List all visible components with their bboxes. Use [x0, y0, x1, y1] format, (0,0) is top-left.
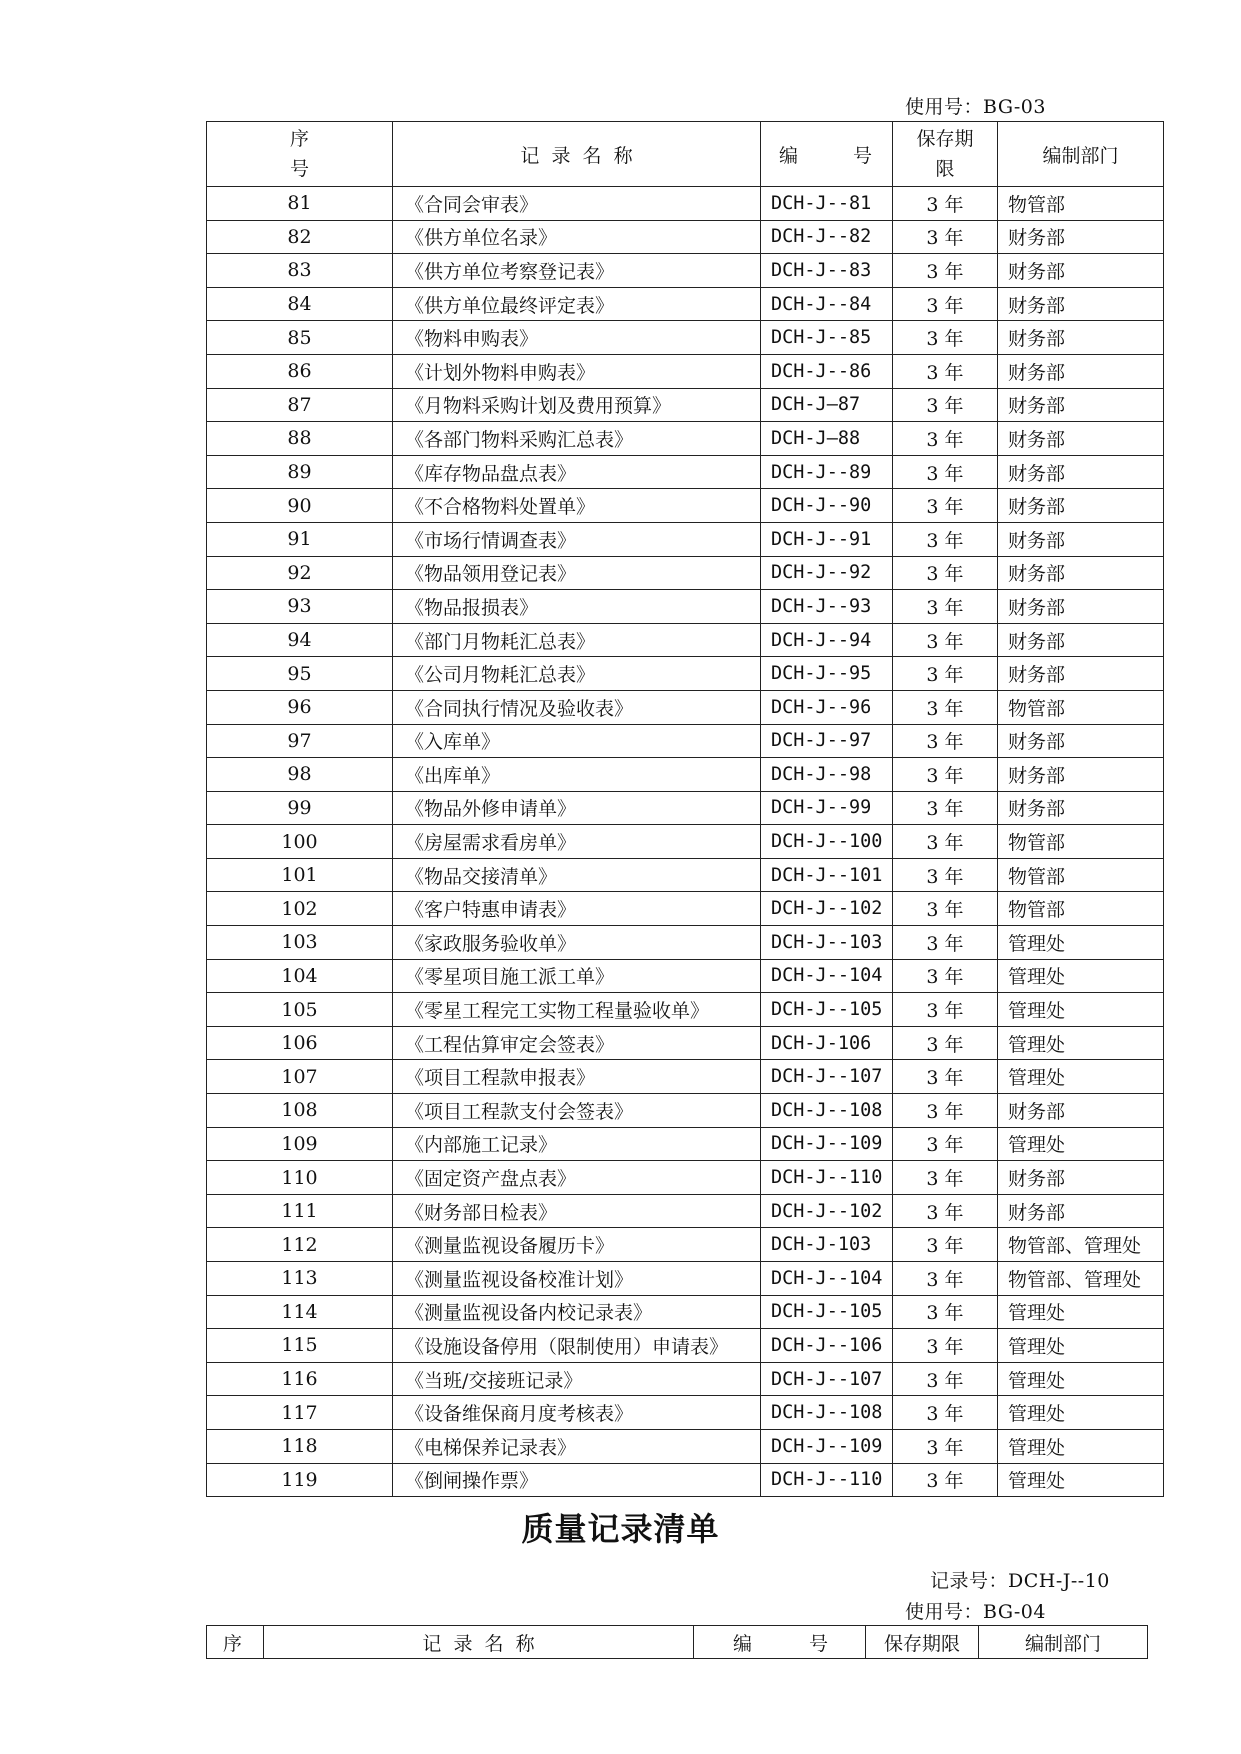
retention-period: 3 年: [893, 220, 998, 254]
table-row: [207, 1362, 1164, 1396]
table-row: [207, 354, 1164, 388]
record-code: DCH-J--107: [761, 1362, 893, 1396]
department: 物管部: [998, 187, 1164, 221]
row-number: 87: [207, 388, 393, 422]
department: 财务部: [998, 220, 1164, 254]
department: 物管部: [998, 690, 1164, 724]
record-code: DCH-J--102: [761, 892, 893, 926]
record-name: 《设施设备停用（限制使用）申请表》: [393, 1329, 761, 1363]
retention-period: 3 年: [893, 892, 998, 926]
header-code-2-char2: 号: [808, 1632, 828, 1655]
retention-period: 3 年: [893, 1329, 998, 1363]
table-row: [207, 321, 1164, 355]
table-row: [207, 187, 1164, 221]
record-name: 《物品交接清单》: [393, 858, 761, 892]
record-name: 《房屋需求看房单》: [393, 825, 761, 859]
department: 财务部: [998, 657, 1164, 691]
table-row: [207, 254, 1164, 288]
row-number: 100: [207, 825, 393, 859]
department: 财务部: [998, 1194, 1164, 1228]
header-code: [761, 122, 893, 187]
page-title: 质量记录清单: [521, 1510, 720, 1548]
retention-period: 3 年: [893, 1026, 998, 1060]
department: 财务部: [998, 522, 1164, 556]
department: 管理处: [998, 1060, 1164, 1094]
record-name: 《合同会审表》: [393, 187, 761, 221]
retention-period: 3 年: [893, 354, 998, 388]
table-row: [207, 690, 1164, 724]
table-row: [207, 758, 1164, 792]
department: 财务部: [998, 287, 1164, 321]
header-retention-2: 保存期限: [866, 1626, 979, 1659]
record-code: DCH-J--81: [761, 187, 893, 221]
retention-period: 3 年: [893, 254, 998, 288]
table-row: [207, 590, 1164, 624]
record-name: 《财务部日检表》: [393, 1194, 761, 1228]
department: 财务部: [998, 758, 1164, 792]
retention-period: 3 年: [893, 1194, 998, 1228]
row-number: 89: [207, 455, 393, 489]
header-name-2: [264, 1626, 694, 1659]
record-code: DCH-J-106: [761, 1026, 893, 1060]
table-row: [207, 1329, 1164, 1363]
retention-period: 3 年: [893, 1262, 998, 1296]
retention-period: 3 年: [893, 321, 998, 355]
retention-period: 3 年: [893, 825, 998, 859]
department: 财务部: [998, 623, 1164, 657]
record-code: DCH-J--103: [761, 926, 893, 960]
retention-period: 3 年: [893, 758, 998, 792]
row-number: 86: [207, 354, 393, 388]
department: 管理处: [998, 1026, 1164, 1060]
row-number: 112: [207, 1228, 393, 1262]
department: 物管部、管理处: [998, 1262, 1164, 1296]
record-code: DCH-J—87: [761, 388, 893, 422]
record-code: DCH-J--89: [761, 455, 893, 489]
retention-period: 3 年: [893, 556, 998, 590]
records-table-2: [206, 1625, 1148, 1659]
record-name: 《入库单》: [393, 724, 761, 758]
table-row: [207, 1026, 1164, 1060]
table-row: [207, 422, 1164, 456]
retention-period: 3 年: [893, 287, 998, 321]
retention-period: 3 年: [893, 1094, 998, 1128]
table-row: [207, 220, 1164, 254]
record-code: DCH-J--83: [761, 254, 893, 288]
row-number: 82: [207, 220, 393, 254]
department: 管理处: [998, 1362, 1164, 1396]
row-number: 116: [207, 1362, 393, 1396]
retention-period: 3 年: [893, 959, 998, 993]
record-name: 《工程估算审定会签表》: [393, 1026, 761, 1060]
record-name: 《部门月物耗汇总表》: [393, 623, 761, 657]
row-number: 85: [207, 321, 393, 355]
table-row: [207, 892, 1164, 926]
row-number: 106: [207, 1026, 393, 1060]
row-number: 93: [207, 590, 393, 624]
table-row: [207, 1194, 1164, 1228]
table-header-row: [207, 122, 1164, 187]
record-name: 《月物料采购计划及费用预算》: [393, 388, 761, 422]
record-code: DCH-J--99: [761, 791, 893, 825]
department: 财务部: [998, 556, 1164, 590]
table-row: [207, 1463, 1164, 1497]
record-code: DCH-J--90: [761, 489, 893, 523]
department: 管理处: [998, 993, 1164, 1027]
row-number: 92: [207, 556, 393, 590]
row-number: 94: [207, 623, 393, 657]
table-row: [207, 1228, 1164, 1262]
retention-period: 3 年: [893, 926, 998, 960]
table-row: [207, 1262, 1164, 1296]
retention-period: 3 年: [893, 455, 998, 489]
record-name: 《供方单位最终评定表》: [393, 287, 761, 321]
table-row: [207, 959, 1164, 993]
record-code: DCH-J--110: [761, 1463, 893, 1497]
record-name: 《计划外物料申购表》: [393, 354, 761, 388]
table-row: [207, 1060, 1164, 1094]
record-code: DCH-J--85: [761, 321, 893, 355]
table-row: [207, 724, 1164, 758]
row-number: 91: [207, 522, 393, 556]
department: 管理处: [998, 959, 1164, 993]
record-code: DCH-J--97: [761, 724, 893, 758]
retention-period: 3 年: [893, 1362, 998, 1396]
retention-period: 3 年: [893, 1396, 998, 1430]
record-code: DCH-J--105: [761, 993, 893, 1027]
row-number: 81: [207, 187, 393, 221]
header-no-2: 序: [207, 1626, 264, 1659]
row-number: 118: [207, 1429, 393, 1463]
row-number: 113: [207, 1262, 393, 1296]
row-number: 115: [207, 1329, 393, 1363]
record-name: 《测量监视设备内校记录表》: [393, 1295, 761, 1329]
department: 管理处: [998, 1127, 1164, 1161]
records-table: [206, 121, 1164, 1497]
row-number: 96: [207, 690, 393, 724]
header-code-2: [694, 1626, 866, 1659]
retention-period: 3 年: [893, 1463, 998, 1497]
record-code: DCH-J--82: [761, 220, 893, 254]
row-number: 114: [207, 1295, 393, 1329]
row-number: 83: [207, 254, 393, 288]
record-name: 《电梯保养记录表》: [393, 1429, 761, 1463]
row-number: 98: [207, 758, 393, 792]
header-name-label: 记 录 名 称: [520, 144, 633, 167]
row-number: 95: [207, 657, 393, 691]
record-name: 《供方单位名录》: [393, 220, 761, 254]
record-name: 《不合格物料处置单》: [393, 489, 761, 523]
record-name: 《倒闸操作票》: [393, 1463, 761, 1497]
department: 财务部: [998, 321, 1164, 355]
retention-period: 3 年: [893, 489, 998, 523]
header-dept-2: 编制部门: [979, 1626, 1148, 1659]
retention-period: 3 年: [893, 522, 998, 556]
header-code-2-char1: 编: [733, 1632, 753, 1655]
record-name: 《项目工程款支付会签表》: [393, 1094, 761, 1128]
table-row: [207, 522, 1164, 556]
record-name: 《合同执行情况及验收表》: [393, 690, 761, 724]
record-name: 《公司月物耗汇总表》: [393, 657, 761, 691]
record-name: 《零星工程完工实物工程量验收单》: [393, 993, 761, 1027]
retention-period: 3 年: [893, 657, 998, 691]
department: 财务部: [998, 590, 1164, 624]
department: 物管部: [998, 892, 1164, 926]
row-number: 105: [207, 993, 393, 1027]
record-code: DCH-J--109: [761, 1429, 893, 1463]
row-number: 101: [207, 858, 393, 892]
department: 财务部: [998, 254, 1164, 288]
record-name: 《库存物品盘点表》: [393, 455, 761, 489]
table-row: [207, 791, 1164, 825]
row-number: 97: [207, 724, 393, 758]
row-number: 104: [207, 959, 393, 993]
record-code: DCH-J-103: [761, 1228, 893, 1262]
table-row: [207, 1094, 1164, 1128]
retention-period: 3 年: [893, 623, 998, 657]
row-number: 107: [207, 1060, 393, 1094]
retention-period: 3 年: [893, 724, 998, 758]
table-row: [207, 926, 1164, 960]
department: 财务部: [998, 489, 1164, 523]
record-code: DCH-J--104: [761, 1262, 893, 1296]
table-row: [207, 1161, 1164, 1195]
department: 管理处: [998, 1295, 1164, 1329]
record-code: DCH-J--98: [761, 758, 893, 792]
table-row: [207, 1429, 1164, 1463]
record-name: 《项目工程款申报表》: [393, 1060, 761, 1094]
table-row: [207, 1295, 1164, 1329]
record-code: DCH-J--84: [761, 287, 893, 321]
retention-period: 3 年: [893, 590, 998, 624]
record-name: 《物品外修申请单》: [393, 791, 761, 825]
header-name-2-label: 记 录 名 称: [422, 1632, 535, 1655]
retention-period: 3 年: [893, 690, 998, 724]
table-row: [207, 388, 1164, 422]
row-number: 119: [207, 1463, 393, 1497]
record-code: DCH-J--86: [761, 354, 893, 388]
record-code: DCH-J--101: [761, 858, 893, 892]
header-dept: 编制部门: [998, 122, 1164, 187]
record-code: DCH-J—88: [761, 422, 893, 456]
record-name: 《各部门物料采购汇总表》: [393, 422, 761, 456]
table-row: [207, 825, 1164, 859]
department: 财务部: [998, 422, 1164, 456]
table-row: [207, 489, 1164, 523]
header-retention: [893, 122, 998, 187]
row-number: 108: [207, 1094, 393, 1128]
record-code: DCH-J--95: [761, 657, 893, 691]
table-row: [207, 623, 1164, 657]
record-name: 《当班/交接班记录》: [393, 1362, 761, 1396]
row-number: 84: [207, 287, 393, 321]
department: 财务部: [998, 388, 1164, 422]
header-retention-line2: 限: [935, 158, 955, 180]
table-header-row-2: [207, 1626, 1148, 1659]
department: 物管部、管理处: [998, 1228, 1164, 1262]
department: 物管部: [998, 858, 1164, 892]
record-code: DCH-J--109: [761, 1127, 893, 1161]
retention-period: 3 年: [893, 993, 998, 1027]
record-name: 《供方单位考察登记表》: [393, 254, 761, 288]
header-no-line1: 序: [289, 128, 309, 150]
row-number: 103: [207, 926, 393, 960]
record-code: DCH-J--105: [761, 1295, 893, 1329]
record-code: DCH-J--108: [761, 1094, 893, 1128]
header-name: [393, 122, 761, 187]
row-number: 109: [207, 1127, 393, 1161]
table-row: [207, 287, 1164, 321]
record-code: DCH-J--102: [761, 1194, 893, 1228]
record-name: 《物品报损表》: [393, 590, 761, 624]
record-name: 《出库单》: [393, 758, 761, 792]
header-code-char2: 号: [852, 144, 872, 167]
retention-period: 3 年: [893, 1295, 998, 1329]
row-number: 102: [207, 892, 393, 926]
department: 物管部: [998, 825, 1164, 859]
department: 管理处: [998, 1463, 1164, 1497]
department: 财务部: [998, 1094, 1164, 1128]
header-no-line2: 号: [289, 158, 309, 180]
row-number: 90: [207, 489, 393, 523]
department: 财务部: [998, 791, 1164, 825]
department: 财务部: [998, 1161, 1164, 1195]
department: 管理处: [998, 926, 1164, 960]
record-name: 《物料申购表》: [393, 321, 761, 355]
record-number: 记录号：DCH-J--10: [930, 1570, 1110, 1592]
record-name: 《测量监视设备校准计划》: [393, 1262, 761, 1296]
department: 管理处: [998, 1329, 1164, 1363]
usage-number-2: 使用号：BG-04: [905, 1601, 1046, 1623]
retention-period: 3 年: [893, 791, 998, 825]
retention-period: 3 年: [893, 1429, 998, 1463]
retention-period: 3 年: [893, 1161, 998, 1195]
department: 管理处: [998, 1396, 1164, 1430]
header-code-char1: 编: [779, 144, 799, 167]
department: 管理处: [998, 1429, 1164, 1463]
retention-period: 3 年: [893, 1228, 998, 1262]
retention-period: 3 年: [893, 422, 998, 456]
retention-period: 3 年: [893, 187, 998, 221]
record-name: 《客户特惠申请表》: [393, 892, 761, 926]
record-code: DCH-J--110: [761, 1161, 893, 1195]
record-name: 《测量监视设备履历卡》: [393, 1228, 761, 1262]
table-row: [207, 556, 1164, 590]
retention-period: 3 年: [893, 1127, 998, 1161]
row-number: 88: [207, 422, 393, 456]
record-code: DCH-J--93: [761, 590, 893, 624]
retention-period: 3 年: [893, 858, 998, 892]
row-number: 110: [207, 1161, 393, 1195]
record-code: DCH-J--96: [761, 690, 893, 724]
department: 财务部: [998, 354, 1164, 388]
record-code: DCH-J--107: [761, 1060, 893, 1094]
record-code: DCH-J--104: [761, 959, 893, 993]
record-name: 《内部施工记录》: [393, 1127, 761, 1161]
record-name: 《设备维保商月度考核表》: [393, 1396, 761, 1430]
record-code: DCH-J--92: [761, 556, 893, 590]
header-retention-line1: 保存期: [916, 128, 974, 150]
record-name: 《市场行情调查表》: [393, 522, 761, 556]
table-row: [207, 1396, 1164, 1430]
record-name: 《零星项目施工派工单》: [393, 959, 761, 993]
row-number: 111: [207, 1194, 393, 1228]
record-name: 《物品领用登记表》: [393, 556, 761, 590]
table-row: [207, 657, 1164, 691]
table-row: [207, 858, 1164, 892]
department: 财务部: [998, 724, 1164, 758]
record-code: DCH-J--91: [761, 522, 893, 556]
record-name: 《家政服务验收单》: [393, 926, 761, 960]
record-name: 《固定资产盘点表》: [393, 1161, 761, 1195]
row-number: 99: [207, 791, 393, 825]
usage-number: 使用号：BG-03: [905, 96, 1046, 118]
record-code: DCH-J--108: [761, 1396, 893, 1430]
retention-period: 3 年: [893, 1060, 998, 1094]
record-code: DCH-J--106: [761, 1329, 893, 1363]
table-row: [207, 455, 1164, 489]
table-row: [207, 1127, 1164, 1161]
record-code: DCH-J--100: [761, 825, 893, 859]
header-no: [207, 122, 393, 187]
row-number: 117: [207, 1396, 393, 1430]
table-row: [207, 993, 1164, 1027]
retention-period: 3 年: [893, 388, 998, 422]
record-code: DCH-J--94: [761, 623, 893, 657]
department: 财务部: [998, 455, 1164, 489]
